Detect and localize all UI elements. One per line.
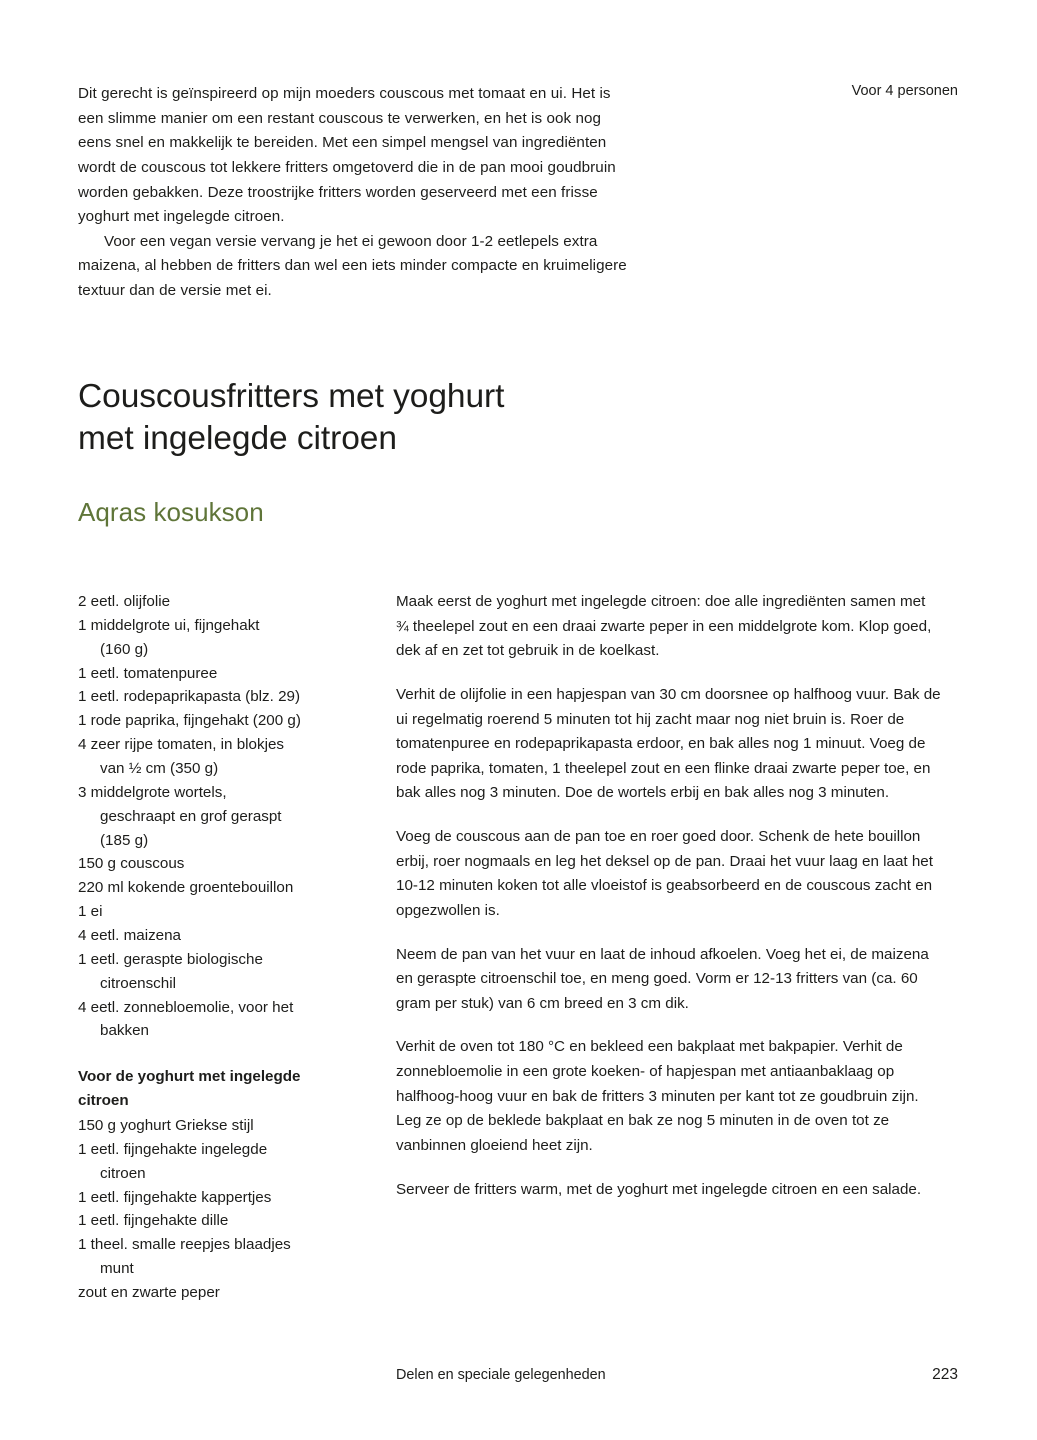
ingredient-text-cont: citroenschil <box>100 974 176 992</box>
ingredient-text-cont: (160 g) <box>100 640 149 658</box>
recipe-subtitle: Aqras kosukson <box>78 497 264 527</box>
list-item <box>78 1138 378 1186</box>
intro-text <box>78 82 638 304</box>
ingredient-text-cont: munt <box>100 1260 134 1278</box>
list-item <box>78 590 378 614</box>
list-item <box>78 852 378 876</box>
ingredients-list-main <box>78 590 378 1043</box>
method-step: Neem de pan van het vuur en laat de inhoud afkoelen. Voeg het ei, de maizena en geraspte citroenschil toe, en meng goed. Vorm er 12-13 fritters van (ca. 60 gram per stuk) van 6 cm breed en 3 cm dik. <box>396 945 929 1012</box>
page-title-line-1: Couscousfritters met yoghurt <box>78 378 505 415</box>
list-item <box>78 1186 378 1210</box>
intro-paragraph-2: Voor een vegan versie vervang je het ei gewoon door 1-2 eetlepels extra maizena, al hebben de fritters dan wel een iets minder compacte en kruimeligere textuur dan de versie met ei. <box>78 232 627 299</box>
list-item <box>78 709 378 733</box>
intro-paragraph-1: Dit gerecht is geïnspireerd op mijn moeders couscous met tomaat en ui. Het is een slimme manier om een restant couscous te verwerken, en het is ook nog eens snel en makkelijk te bereiden. Met een simpel mengsel van ingrediënten wordt de couscous tot lekkere fritters omgetoverd die in de pan mooi goudbruin worden gebakken. Deze troostrijke fritters worden geserveerd met een frisse yoghurt met ingelegde citroen. <box>78 85 616 226</box>
ingredient-text: 3 middelgrote wortels, <box>78 783 227 801</box>
ingredient-text-cont: van ½ cm (350 g) <box>100 760 219 778</box>
list-item <box>78 662 378 686</box>
ingredient-text-cont: citroen <box>100 1164 146 1182</box>
ingredient-text: 150 g yoghurt Griekse stijl <box>78 1117 254 1135</box>
ingredient-text: 1 rode paprika, fijngehakt (200 g) <box>78 712 301 730</box>
ingredients-list-yoghurt <box>78 1114 378 1305</box>
serves-label: Voor 4 personen <box>851 83 958 99</box>
list-item <box>78 948 378 996</box>
ingredient-text: 220 ml kokende groentebouillon <box>78 879 294 897</box>
ingredient-text-cont: (185 g) <box>100 831 149 849</box>
ingredient-text: 1 eetl. fijngehakte ingelegde <box>78 1140 268 1158</box>
ingredient-text: 1 theel. smalle reepjes blaadjes <box>78 1236 291 1254</box>
method-step: Verhit de oven tot 180 °C en bekleed een bakplaat met bakpapier. Verhit de zonnebloemolie in een grote koeken- of hapjespan met antiaanbaklaag op halfhoog-hoog vuur en bak de fritters 3 minuten per kant tot ze goudbruin zijn. Leg ze op de beklede bakplaat en bak ze nog 5 minuten in de oven tot ze vanbinnen gloeiend heet zijn. <box>396 1038 919 1154</box>
ingredient-text: 1 eetl. rodepaprikapasta (blz. 29) <box>78 688 301 706</box>
ingredient-text: 1 eetl. fijngehakte kappertjes <box>78 1188 272 1206</box>
method-step: Voeg de couscous aan de pan toe en roer goed door. Schenk de hete bouillon erbij, roer nogmaals en leg het deksel op de pan. Draai het vuur laag en laat het 10-12 minuten koken tot alle vloeistof is geabsorbeerd en de couscous zacht en opgezwollen is. <box>396 828 933 919</box>
ingredient-text: 4 eetl. maizena <box>78 927 181 945</box>
list-item <box>78 685 378 709</box>
ingredient-text: 1 eetl. fijngehakte dille <box>78 1212 229 1230</box>
ingredient-text: zout en zwarte peper <box>78 1284 220 1302</box>
method-step: Verhit de olijfolie in een hapjespan van 30 cm doorsnee op halfhoog vuur. Bak de ui regelmatig roerend 5 minuten tot hij zacht maar nog niet bruin is. Roer de tomatenpuree en rodepaprikapasta erdoor, en bak alles nog 1 minuut. Voeg de rode paprika, tomaten, 1 theelepel zout en een flinke draai zwarte peper toe, en bak alles nog 3 minuten. Doe de wortels erbij en bak alles nog 3 minuten. <box>396 685 941 802</box>
ingredient-text: 1 eetl. geraspte biologische <box>78 950 263 968</box>
ingredients-column <box>78 590 378 1305</box>
list-item <box>78 996 378 1044</box>
list-item <box>78 1281 378 1305</box>
ingredient-text: 1 middelgrote ui, fijngehakt <box>78 616 260 634</box>
footer-chapter-label: Delen en speciale gelegenheden <box>396 1367 606 1383</box>
list-item <box>78 614 378 662</box>
ingredient-text-cont: bakken <box>100 1022 149 1040</box>
page-title <box>78 376 778 460</box>
list-item <box>78 876 378 900</box>
ingredients-subheading: Voor de yoghurt met ingelegde citroen <box>78 1068 301 1110</box>
footer-page-number: 223 <box>932 1366 958 1383</box>
method-step: Serveer de fritters warm, met de yoghurt met ingelegde citroen en een salade. <box>396 1180 922 1198</box>
method-step: Maak eerst de yoghurt met ingelegde citroen: doe alle ingrediënten samen met ¾ theelepel zout en een draai zwarte peper in een middelgrote kom. Klop goed, dek af en zet tot gebruik in de koelkast. <box>396 593 932 660</box>
ingredient-text: 1 eetl. tomatenpuree <box>78 664 218 682</box>
page-title-line-2: met ingelegde citroen <box>78 419 397 457</box>
ingredient-text-cont: geschraapt en grof geraspt <box>100 807 282 825</box>
intro-section <box>78 82 958 304</box>
list-item <box>78 1114 378 1138</box>
list-item <box>78 1209 378 1233</box>
ingredient-text: 2 eetl. olijfolie <box>78 593 171 610</box>
ingredient-text: 150 g couscous <box>78 855 185 873</box>
ingredient-text: 4 eetl. zonnebloemolie, voor het <box>78 998 294 1016</box>
list-item <box>78 924 378 948</box>
list-item <box>78 781 378 853</box>
page-footer <box>78 1366 958 1384</box>
list-item <box>78 733 378 781</box>
list-item <box>78 1233 378 1281</box>
ingredient-text: 4 zeer rijpe tomaten, in blokjes <box>78 736 284 754</box>
content-columns <box>78 590 958 1305</box>
list-item <box>78 900 378 924</box>
method-column <box>396 590 941 1305</box>
ingredient-text: 1 ei <box>78 903 103 921</box>
